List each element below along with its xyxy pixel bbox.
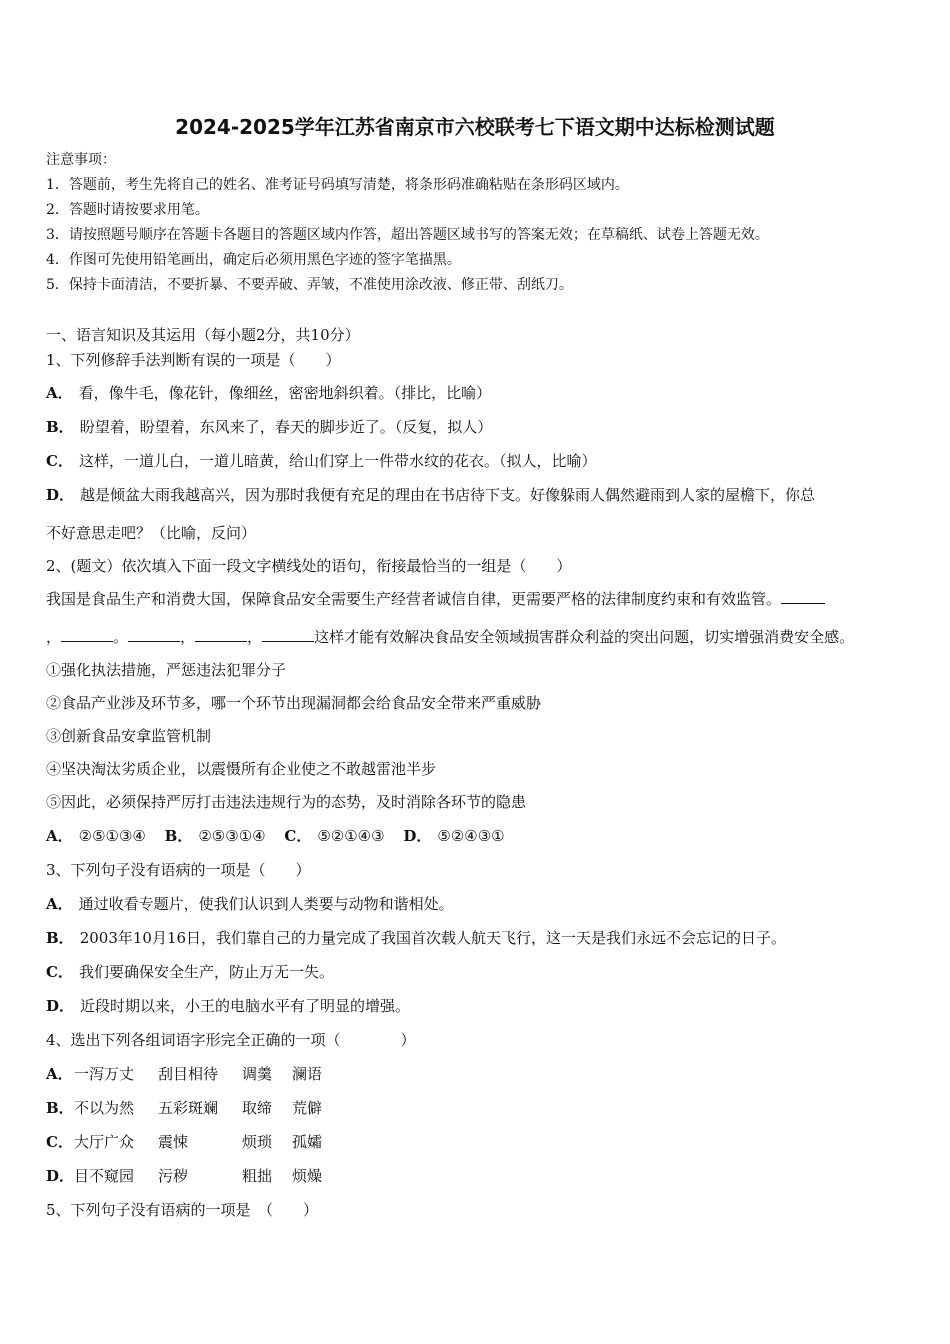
option-label: C．: [46, 1133, 73, 1151]
word: 不以为然: [74, 1099, 135, 1117]
option-text: 越是倾盆大雨我越高兴，因为那时我便有充足的理由在书店待下支。好像躲雨人偶然避雨到人家的屋檐下，你总: [80, 486, 816, 504]
q2-passage-line-1: [46, 589, 825, 609]
q2-passage-line-2: [46, 627, 854, 647]
q2-item: ⑤因此，必须保持严厉打击违法违规行为的态势，及时消除各环节的隐患: [46, 793, 527, 811]
q1-option-d-continued: 不好意思走吧？（比喻，反问）: [46, 524, 257, 542]
option-text: ⑤②①④③: [317, 827, 385, 845]
notice-item: 5．保持卡面清洁，不要折暴、不要弄破、弄皱，不准使用涂改液、修正带、刮纸刀。: [46, 277, 573, 293]
q3-option-b: [46, 928, 786, 948]
option-label: D．: [46, 997, 75, 1015]
option-text: ⑤②④③①: [437, 827, 505, 845]
page-title: 2024-2025学年江苏省南京市六校联考七下语文期中达标检测试题: [175, 115, 775, 139]
word: 调羹: [242, 1065, 273, 1083]
separator: ，: [180, 628, 196, 646]
answer-option-d: [403, 827, 504, 845]
q3-option-d: [46, 996, 410, 1016]
q3-option-c: [46, 962, 334, 982]
question-4-stem: 4、选出下列各组词语字形完全正确的一项（ ）: [46, 1031, 416, 1049]
question-5-stem: 5、下列句子没有语病的一项是 （ ）: [46, 1201, 319, 1219]
word: 五彩斑斓: [158, 1099, 219, 1117]
answer-option-b: [165, 827, 266, 845]
q1-option-a: [46, 383, 491, 403]
separator: ，: [247, 628, 263, 646]
option-label: A．: [46, 384, 73, 402]
blank-line: [262, 627, 314, 642]
word: 污秽: [158, 1167, 189, 1185]
answer-option-c: [284, 827, 384, 845]
option-text: ②⑤③①④: [198, 827, 266, 845]
q3-option-a: [46, 894, 454, 914]
q1-option-c: [46, 451, 596, 471]
blank-line: [128, 627, 180, 642]
q4-option-c: [46, 1132, 376, 1152]
blank-line: [195, 627, 247, 642]
q2-item: ②食品产业涉及环节多，哪一个环节出现漏洞都会给食品安全带来严重威胁: [46, 694, 542, 712]
question-2-stem: 2、(题文）依次填入下面一段文字横线处的语句，衔接最恰当的一组是（ ）: [46, 557, 572, 575]
option-label: A．: [46, 1065, 73, 1083]
separator: ，: [46, 628, 62, 646]
word: 震悚: [158, 1133, 189, 1151]
notice-item: 4．作图可先使用铅笔画出，确定后必须用黑色字迹的签字笔描黑。: [46, 252, 461, 268]
word: 取缔: [242, 1099, 273, 1117]
option-text: 通过收看专题片，使我们认识到人类要与动物和谐相处。: [78, 895, 454, 913]
q2-item: ④坚决淘汰劣质企业，以震慑所有企业使之不敢越雷池半步: [46, 760, 437, 778]
option-label: A．: [46, 895, 73, 913]
option-text: ②⑤①③④: [78, 827, 146, 845]
question-3-stem: 3、下列句子没有语病的一项是（ ）: [46, 861, 311, 879]
option-text: 近段时期以来，小王的电脑水平有了明显的增强。: [80, 997, 411, 1015]
option-text: 2003年10月16日，我们靠自己的力量完成了我国首次载人航天飞行，这一天是我们永远不会忘记的日子。: [79, 929, 787, 947]
q4-option-d: [46, 1166, 376, 1186]
blank-line: [781, 589, 825, 604]
word: 一泻万丈: [74, 1065, 135, 1083]
option-text: 我们要确保安全生产，防止万无一失。: [78, 963, 334, 981]
option-label: C．: [46, 452, 73, 470]
separator: 。: [113, 628, 129, 646]
option-text: 看，像牛毛，像花针，像细丝，密密地斜织着。（排比，比喻）: [78, 384, 492, 402]
notice-item: 1．答题前，考生先将自己的姓名、准考证号码填写清楚，将条形码准确粘贴在条形码区域内。: [46, 177, 629, 193]
passage-text: 这样才能有效解决食品安全领域损害群众利益的突出问题，切实增强消费安全感。: [314, 628, 855, 646]
word: 孤孀: [292, 1133, 323, 1151]
option-label: B．: [46, 418, 74, 436]
answer-option-a: [46, 827, 146, 845]
word: 粗拙: [242, 1167, 273, 1185]
section-heading: 一、语言知识及其运用（每小题2分，共10分）: [46, 326, 360, 344]
option-label: C．: [284, 827, 312, 845]
word: 烦燥: [292, 1167, 323, 1185]
option-text: 这样，一道儿白，一道儿暗黄，给山们穿上一件带水纹的花衣。（拟人，比喻）: [78, 452, 597, 470]
q4-option-b: [46, 1098, 376, 1118]
word: 烦琐: [242, 1133, 273, 1151]
word: 大厅广众: [74, 1133, 135, 1151]
notice-heading: 注意事项：: [46, 152, 116, 168]
blank-line: [61, 627, 113, 642]
option-label: D．: [46, 486, 75, 504]
option-label: D．: [403, 827, 432, 845]
word: 荒僻: [292, 1099, 323, 1117]
option-label: D．: [46, 1167, 75, 1185]
passage-text: 我国是食品生产和消费大国，保障食品安全需要生产经营者诚信自律，更需要严格的法律制度约束和有效监管。: [46, 590, 782, 608]
option-label: B．: [164, 827, 193, 845]
q2-item: ①强化执法措施，严惩违法犯罪分子: [46, 661, 287, 679]
word: 刮目相待: [158, 1065, 219, 1083]
q2-answer-options: [46, 826, 519, 846]
word: 目不窥园: [74, 1167, 135, 1185]
notice-item: 3．请按照题号顺序在答题卡各题目的答题区域内作答，超出答题区域书写的答案无效；在草稿纸、试卷上答题无效。: [46, 227, 769, 243]
question-1-stem: 1、下列修辞手法判断有误的一项是（ ）: [46, 351, 341, 369]
q1-option-d: [46, 485, 815, 505]
q2-item: ③创新食品安拿监管机制: [46, 727, 212, 745]
word: 澜语: [292, 1065, 323, 1083]
option-text: 盼望着，盼望着，东风来了，春天的脚步近了。（反复，拟人）: [79, 418, 493, 436]
option-label: B．: [46, 1099, 74, 1117]
option-label: B．: [46, 929, 74, 947]
q1-option-b: [46, 417, 492, 437]
notice-item: 2．答题时请按要求用笔。: [46, 202, 209, 218]
q4-option-a: [46, 1064, 376, 1084]
option-label: A．: [46, 827, 73, 845]
option-label: C．: [46, 963, 73, 981]
